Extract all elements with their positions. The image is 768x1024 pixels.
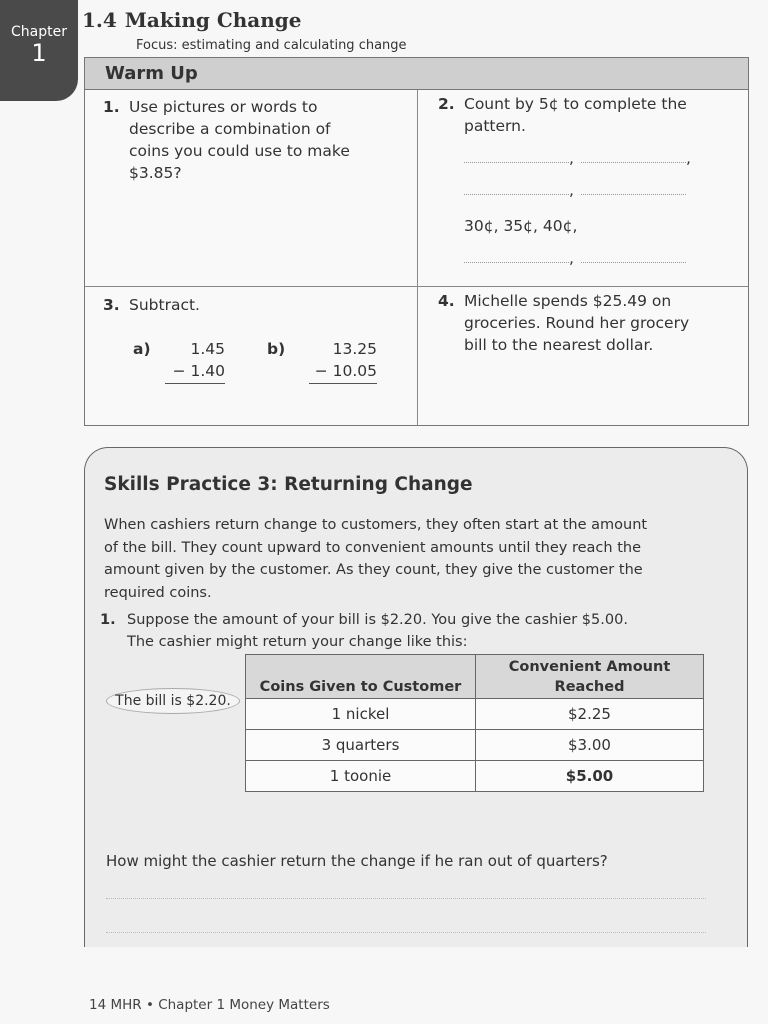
subtraction-a-label: a) xyxy=(133,340,151,358)
q4-line: groceries. Round her grocery xyxy=(464,314,690,332)
grid-divider-vertical xyxy=(417,90,418,426)
paragraph-line: required coins. xyxy=(104,584,212,601)
table-header-row xyxy=(246,655,704,699)
answer-blank[interactable] xyxy=(464,149,569,163)
subtraction-a-top: 1.45 xyxy=(190,340,225,358)
chapter-tab xyxy=(0,0,78,101)
q1-line: Use pictures or words to xyxy=(129,98,318,116)
q1-line: describe a combination of xyxy=(129,120,331,138)
q4-line: Michelle spends $25.49 on xyxy=(464,292,672,310)
table-cell: $2.25 xyxy=(476,699,704,730)
subtraction-b-top: 13.25 xyxy=(332,340,377,358)
q3-number: 3. xyxy=(103,296,120,314)
grid-divider-horizontal xyxy=(85,286,748,287)
answer-blank[interactable] xyxy=(581,249,686,263)
chapter-label: Chapter xyxy=(11,24,67,40)
skills-paragraph xyxy=(104,514,724,604)
table-row xyxy=(246,730,704,761)
q1-line: $3.85? xyxy=(129,164,182,182)
page-footer: 14 MHR • Chapter 1 Money Matters xyxy=(89,997,330,1013)
answer-blank[interactable] xyxy=(581,181,686,195)
q4-line: bill to the nearest dollar. xyxy=(464,336,654,354)
warm-up-header: Warm Up xyxy=(85,58,748,90)
q3-text: Subtract. xyxy=(129,296,200,314)
skills-practice-title: Skills Practice 3: Returning Change xyxy=(104,474,473,495)
warm-up-q4 xyxy=(438,290,743,356)
subtraction-a-bottom: − 1.40 xyxy=(172,362,225,380)
change-table xyxy=(245,654,704,792)
warm-up-q2: 2. Count by 5¢ to complete the pattern. , , , 30¢, 35¢, 40¢, , xyxy=(438,93,743,269)
q4-number: 4. xyxy=(438,292,455,310)
table-cell: $5.00 xyxy=(476,761,704,792)
table-header: Coins Given to Customer xyxy=(246,655,476,699)
subtraction-b-bottom: − 10.05 xyxy=(314,362,377,380)
table-header: Convenient Amount Reached xyxy=(476,655,704,699)
focus-line: Focus: estimating and calculating change xyxy=(136,38,407,53)
q2-line: pattern. xyxy=(464,117,526,135)
q2-number: 2. xyxy=(438,95,455,113)
skills-q1-number: 1. xyxy=(100,612,116,628)
skills-q1-line: Suppose the amount of your bill is $2.20. You give the cashier $5.00. xyxy=(127,612,628,628)
subtraction-a-line xyxy=(165,383,225,384)
subtraction-a xyxy=(133,340,243,390)
table-cell: 1 toonie xyxy=(246,761,476,792)
subtraction-b-label: b) xyxy=(267,340,286,358)
paragraph-line: of the bill. They count upward to convenient amounts until they reach the xyxy=(104,539,642,556)
paragraph-line: amount given by the customer. As they count, they give the customer the xyxy=(104,562,643,578)
q1-line: coins you could use to make xyxy=(129,142,350,160)
table-row xyxy=(246,761,704,792)
bill-speech-bubble: The bill is $2.20. xyxy=(106,688,240,714)
skills-q2: How might the cashier return the change if he ran out of quarters? xyxy=(106,852,608,870)
table-cell: $3.00 xyxy=(476,730,704,761)
q2-line: Count by 5¢ to complete the xyxy=(464,95,687,113)
skills-q1 xyxy=(100,609,730,653)
table-cell: 3 quarters xyxy=(246,730,476,761)
q2-pattern: 30¢, 35¢, 40¢, xyxy=(464,217,578,235)
section-number: 1.4 xyxy=(82,8,117,32)
paragraph-line: When cashiers return change to customers, they often start at the amount xyxy=(104,517,648,533)
subtraction-b xyxy=(267,340,397,390)
answer-blank[interactable] xyxy=(464,181,569,195)
section-title-text: Making Change xyxy=(124,8,302,32)
answer-blank[interactable] xyxy=(581,149,686,163)
warm-up-q1 xyxy=(103,96,403,184)
q1-number: 1. xyxy=(103,98,120,116)
subtraction-b-line xyxy=(309,383,377,384)
skills-practice-box xyxy=(84,447,748,947)
answer-line[interactable] xyxy=(106,932,706,933)
table-cell: 1 nickel xyxy=(246,699,476,730)
section-title xyxy=(82,8,302,32)
answer-line[interactable] xyxy=(106,898,706,899)
chapter-number: 1 xyxy=(31,39,47,67)
table-row xyxy=(246,699,704,730)
warm-up-box xyxy=(84,57,749,426)
skills-q1-line: The cashier might return your change like this: xyxy=(127,634,468,650)
answer-blank[interactable] xyxy=(464,249,569,263)
warm-up-q3 xyxy=(103,294,403,316)
